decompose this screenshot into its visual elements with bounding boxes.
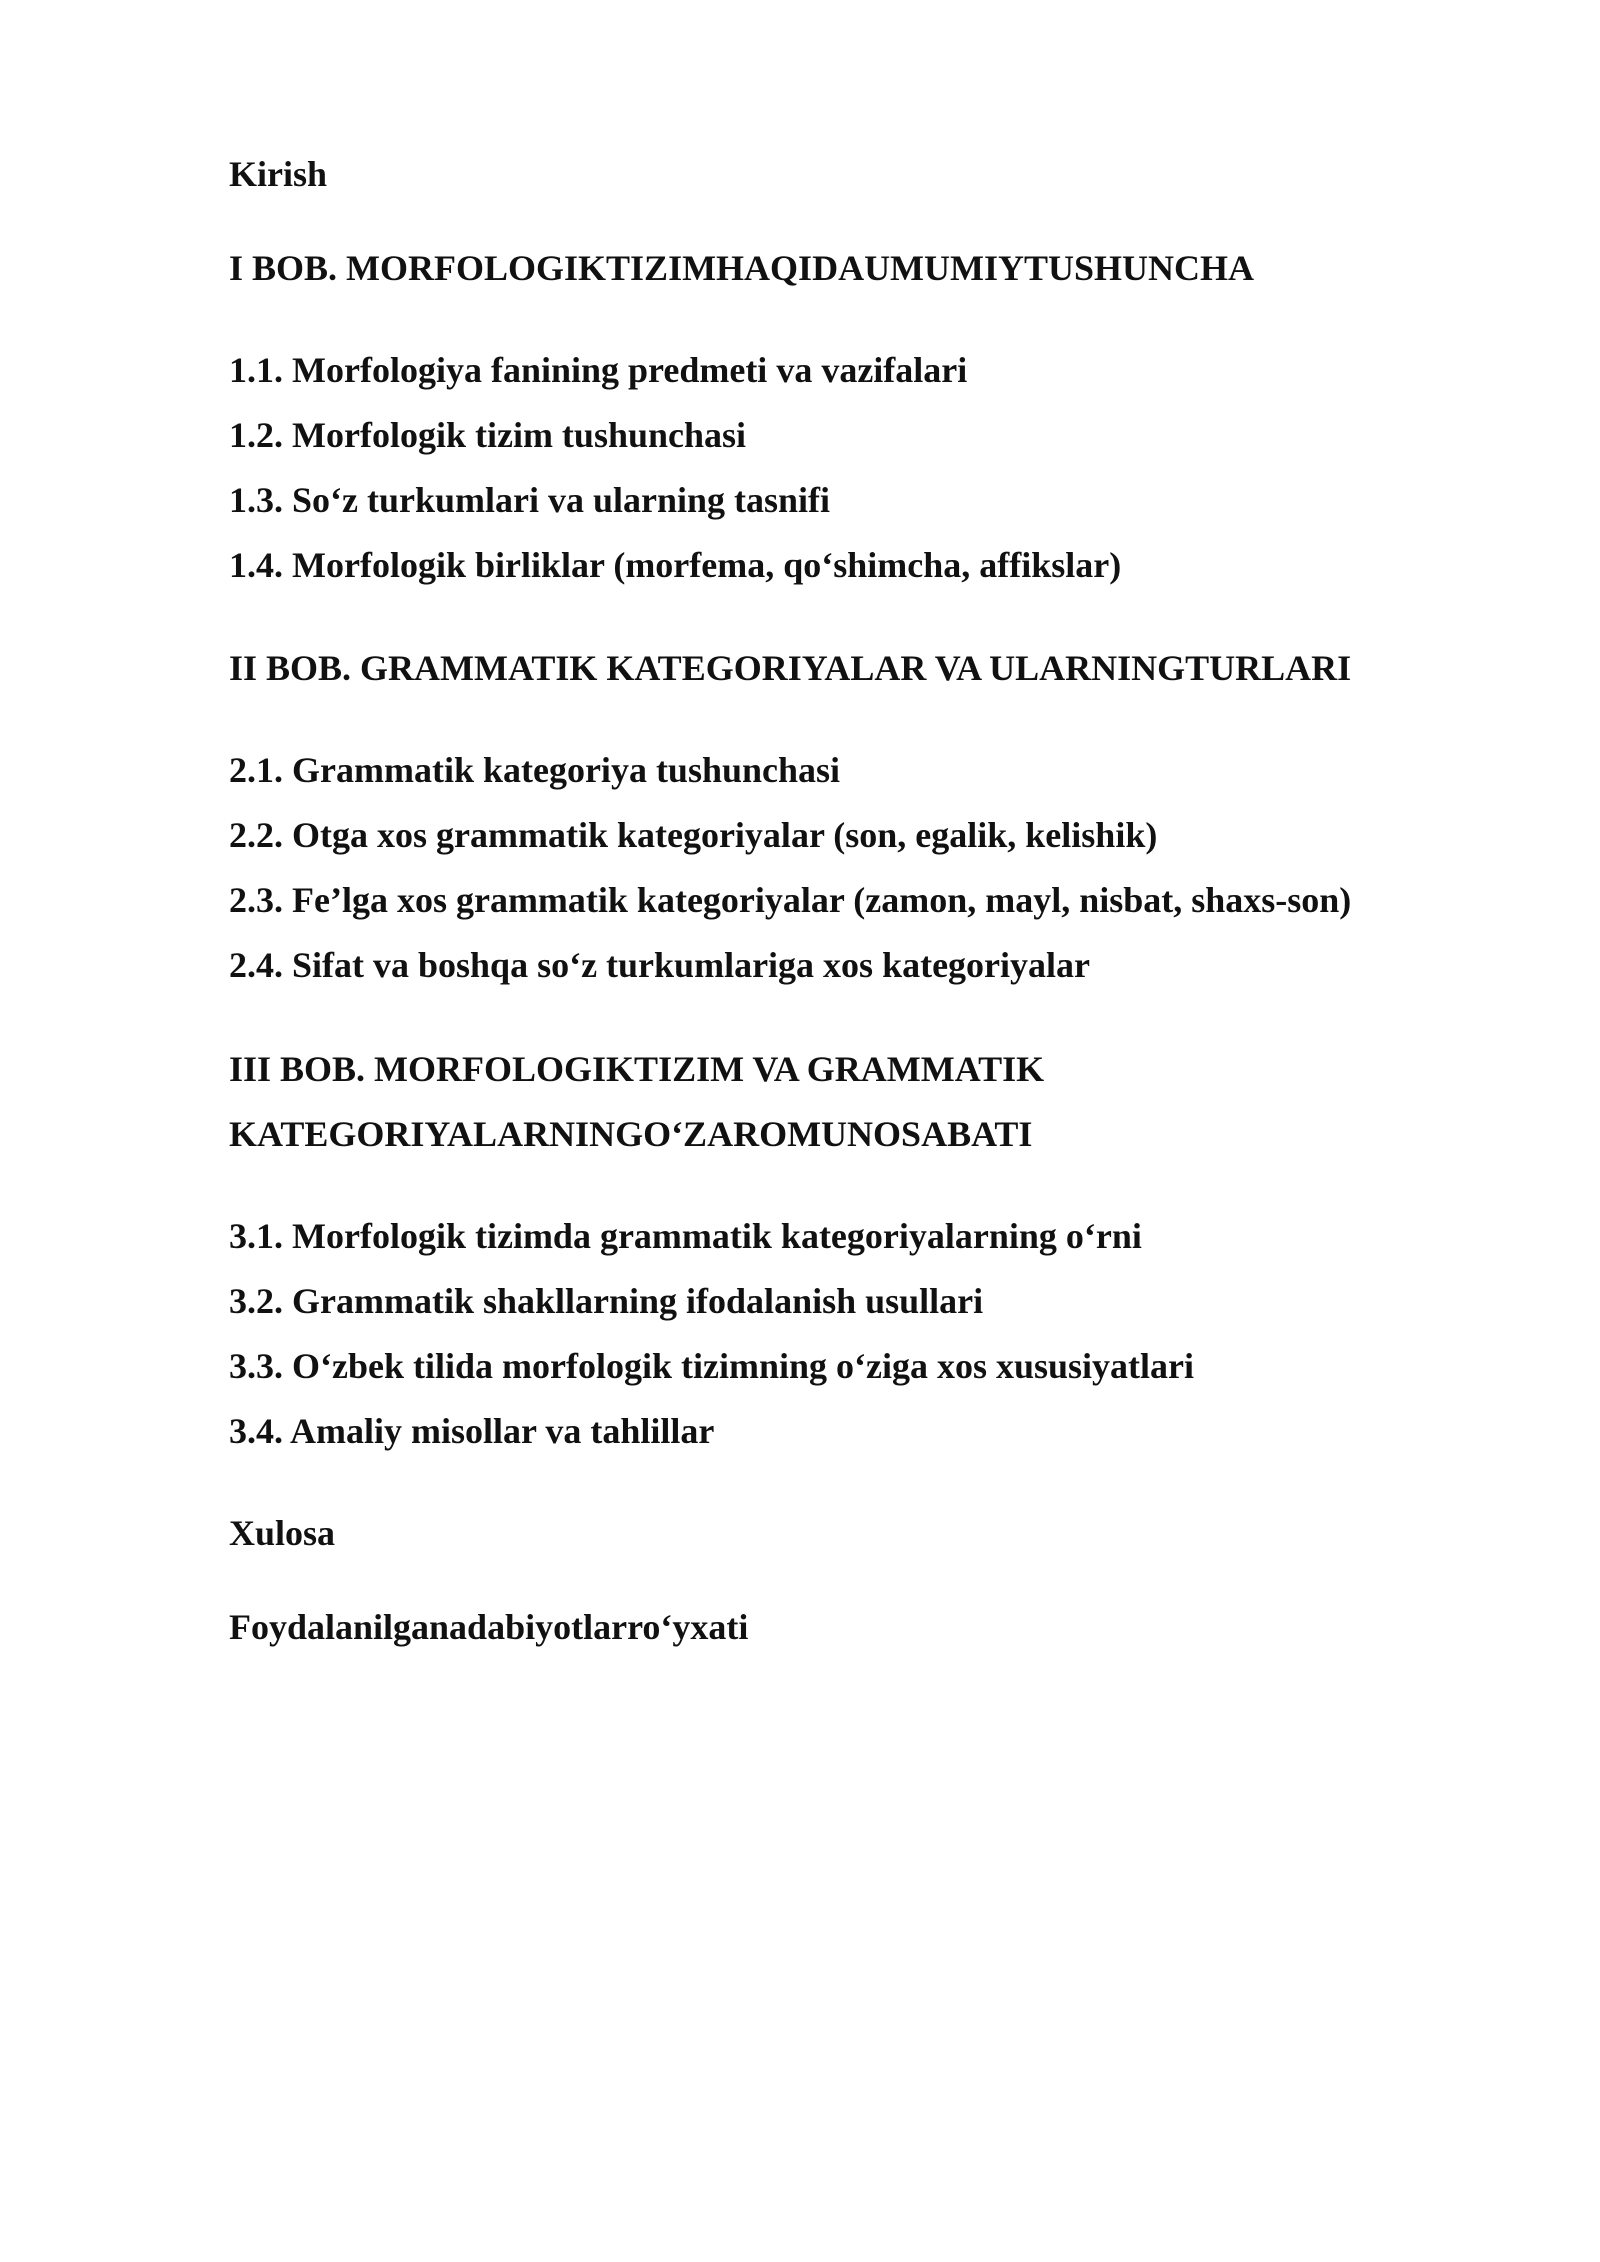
toc-section-3-2: 3.2. Grammatik shakllarning ifodalanish usullari: [229, 1281, 984, 1321]
chapter-3-title-line-2: KATEGORIYALARNINGO‘ZAROMUNOSABATI: [229, 1114, 1033, 1154]
toc-conclusion: Xulosa: [229, 1513, 336, 1553]
toc-references: Foydalanilganadabiyotlarro‘yxati: [229, 1607, 749, 1647]
toc-intro: Kirish: [229, 154, 328, 194]
toc-section-1-3: 1.3. So‘z turkumlari va ularning tasnifi: [229, 480, 831, 520]
toc-section-3-4: 3.4. Amaliy misollar va tahlillar: [229, 1411, 715, 1451]
chapter-2-title: II BOB. GRAMMATIK KATEGORIYALAR VA ULARNINGTURLARI: [229, 648, 1352, 688]
chapter-1-title: I BOB. MORFOLOGIKTIZIMHAQIDAUMUMIYTUSHUNCHA: [229, 248, 1255, 288]
chapter-3-title-line-1: III BOB. MORFOLOGIKTIZIM VA GRAMMATIK: [229, 1049, 1045, 1089]
toc-section-2-2: 2.2. Otga xos grammatik kategoriyalar (son, egalik, kelishik): [229, 815, 1158, 855]
toc-section-1-2: 1.2. Morfologik tizim tushunchasi: [229, 415, 747, 455]
toc-section-3-3: 3.3. O‘zbek tilida morfologik tizimning o‘ziga xos xususiyatlari: [229, 1346, 1195, 1386]
toc-section-1-1: 1.1. Morfologiya fanining predmeti va vazifalari: [229, 350, 968, 390]
toc-section-2-1: 2.1. Grammatik kategoriya tushunchasi: [229, 750, 841, 790]
toc-section-2-3: 2.3. Fe’lga xos grammatik kategoriyalar (zamon, mayl, nisbat, shaxs-son): [229, 880, 1352, 920]
toc-section-1-4: 1.4. Morfologik birliklar (morfema, qo‘shimcha, affikslar): [229, 545, 1122, 585]
toc-section-3-1: 3.1. Morfologik tizimda grammatik kategoriyalarning o‘rni: [229, 1216, 1142, 1256]
toc-section-2-4: 2.4. Sifat va boshqa so‘z turkumlariga xos kategoriyalar: [229, 945, 1091, 985]
